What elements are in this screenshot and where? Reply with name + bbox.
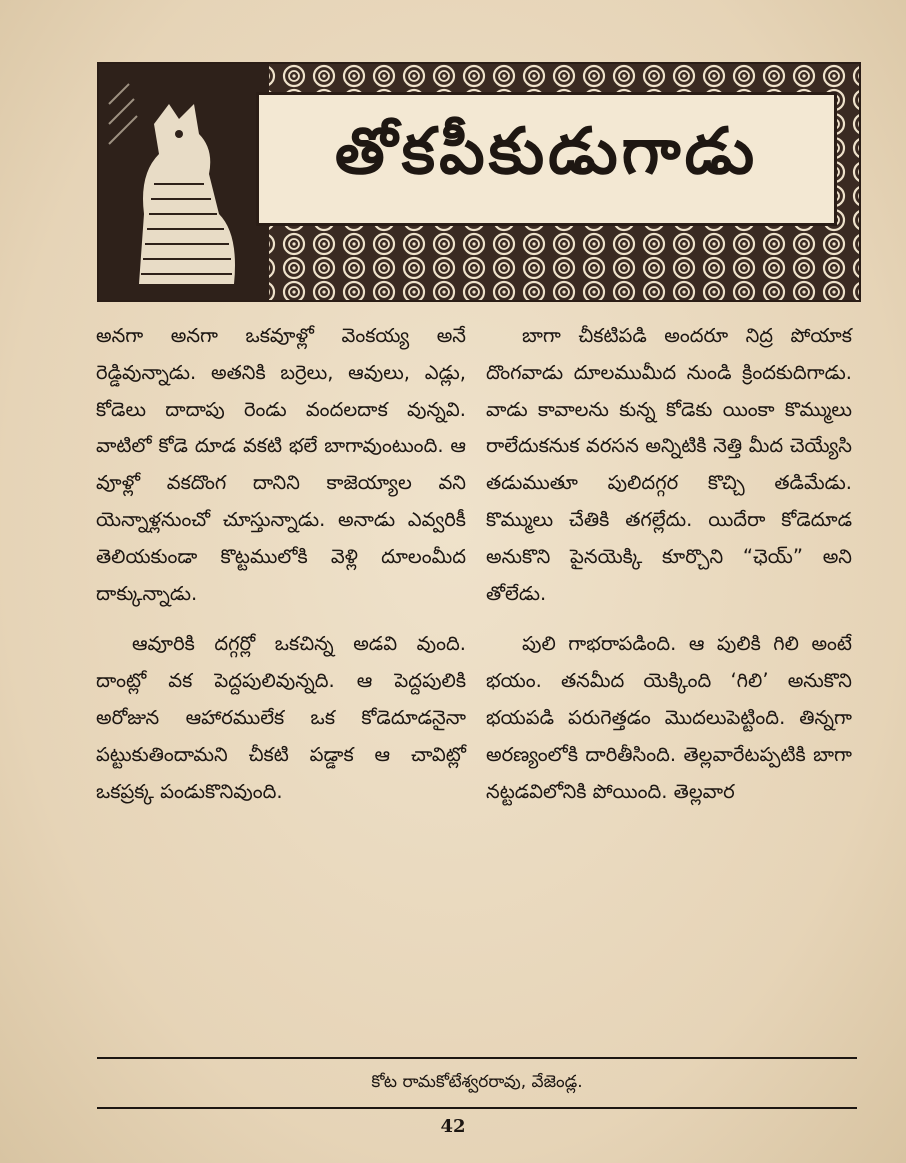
left-column <box>96 318 466 824</box>
paragraph: ఆవూరికి దగ్గర్లో ఒకచిన్న అడవి వుంది. దాంట్లో వక పెద్దపులివున్నది. ఆ పెద్దపులికి అరోజున ఆహారములేక ఒక కోడెదూడనైనా పట్టుకుతిందామని చీకటి పడ్డాక ఆ చావిట్లో ఒకప్రక్క పండుకొనివుంది. <box>96 632 466 803</box>
page-number: 42 <box>440 1116 466 1137</box>
paragraph: బాగా చీకటిపడి అందరూ నిద్ర పోయాక దొంగవాడు దూలముమీద నుండి క్రిందకుదిగాడు. వాడు కావాలను కున్న కోడెకు యింకా కొమ్ములు రాలేదుకనుక వరసన అన్నిటికి నెత్తి మీద చెయ్యేసి తడుముతూ పులిదగ్గర కొచ్చి తడిమేడు. కొమ్ములు చేతికి తగల్లేదు. యిదేరా కోడెదూడ అనుకొని పైనయెక్కి కూర్చొని “ఛెయ్” అని తోలేడు. <box>486 324 852 605</box>
paragraph: పులి గాభరాపడింది. ఆ పులికి గిలి అంటే భయం. తనమీద యెక్కింది ‘గిలి’ అనుకొని భయపడి పరుగెత్తడం మొదలుపెట్టింది. తిన్నగా అరణ్యంలోకి దారితీసింది. తెల్లవారేటప్పటికి బాగా నట్టడవిలోనికి పోయింది. తెల్లవార <box>486 632 852 803</box>
bottom-divider <box>97 1107 857 1109</box>
top-divider <box>97 1057 857 1059</box>
right-column <box>486 318 852 824</box>
paragraph: అనగా అనగా ఒకవూళ్లో వెంకయ్య అనే రెడ్డివున్నాడు. అతనికి బర్రెలు, ఆవులు, ఎడ్లు, కోడెలు దాదాపు రెండు వందలదాక వున్నవి. వాటిలో కోడె దూడ వకటి భలే బాగావుంటుంది. ఆ వూళ్లో వకదొంగ దానిని కాజెయ్యాల వని యెన్నాళ్లనుంచో చూస్తున్నాడు. అనాడు ఎవ్వరికీ తెలియకుండా కొట్టములోకి వెళ్లి దూలంమీద దాక్కున్నాడు. <box>96 324 466 605</box>
story-title: తోకపీకుడుగాడు <box>334 114 759 189</box>
dog-illustration <box>99 64 269 300</box>
title-box <box>256 92 837 226</box>
author-credit: కోట రామకోటేశ్వరరావు, వేజెండ్ల. <box>371 1072 583 1092</box>
